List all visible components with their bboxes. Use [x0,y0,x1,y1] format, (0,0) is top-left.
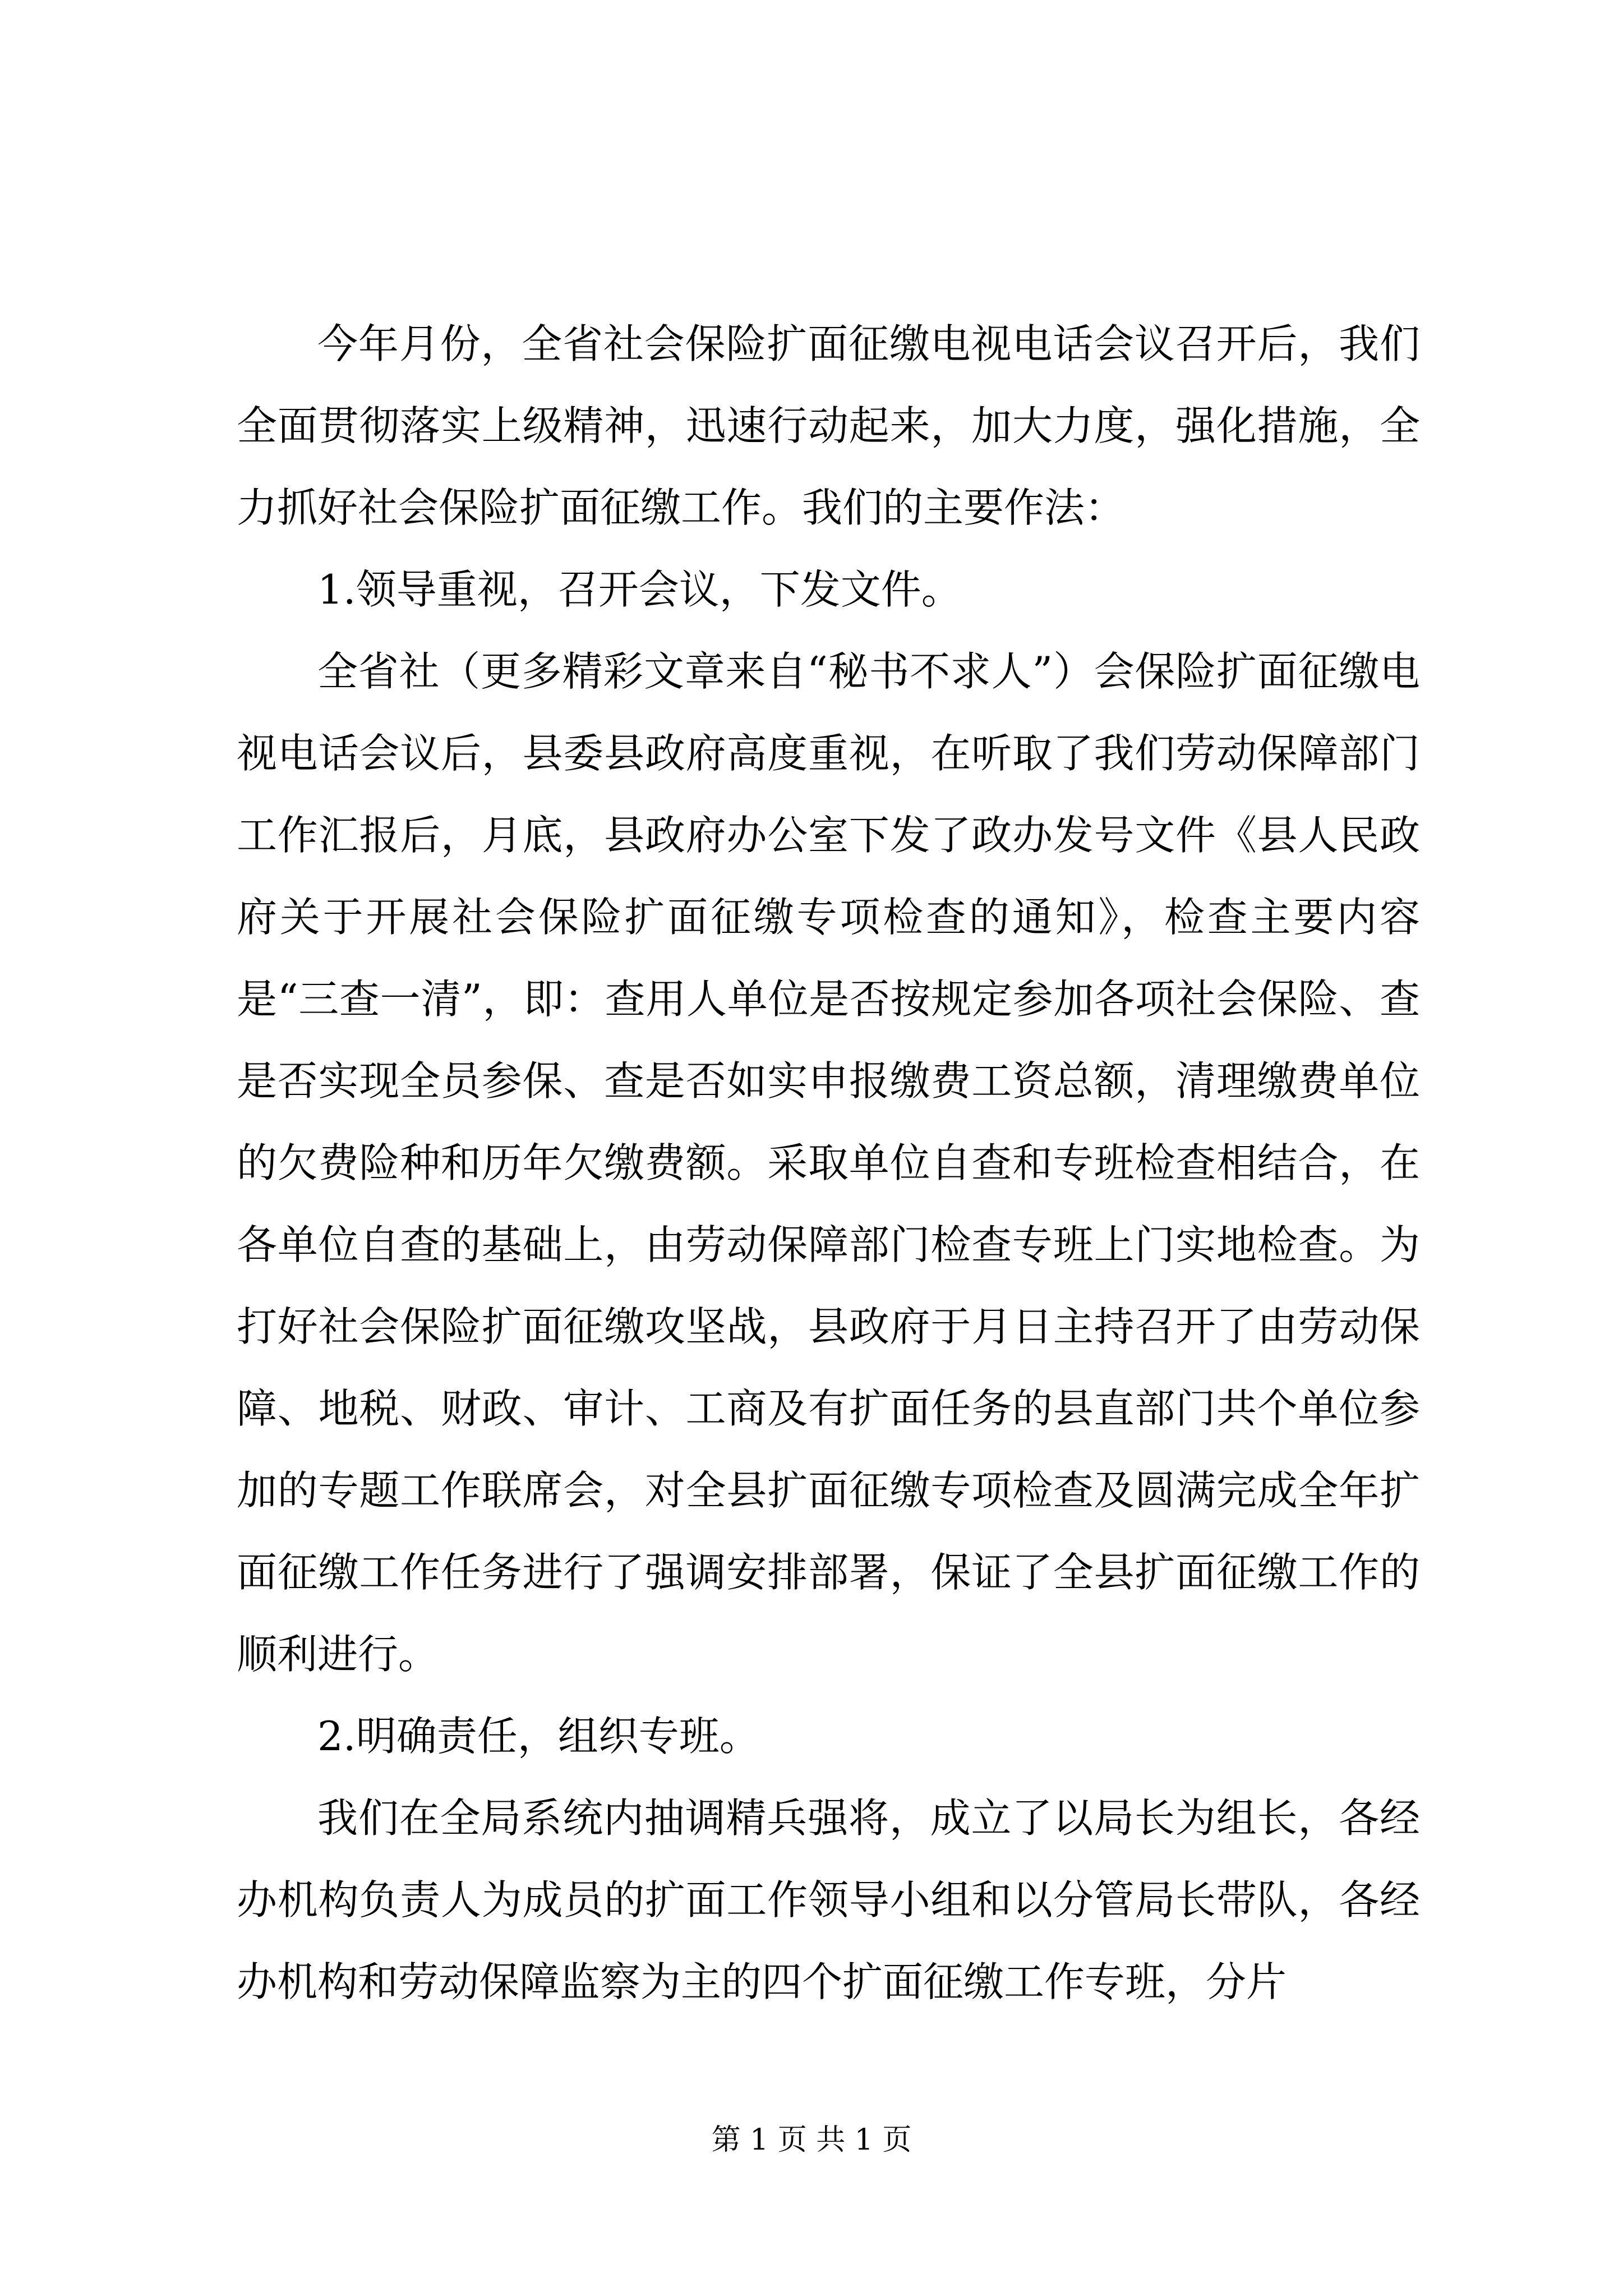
document-body [237,303,1420,2023]
section-heading-2: 2.明确责任，组织专班。 [317,1713,760,1760]
page-footer [0,2120,1623,2160]
section-heading-1: 1.领导重视，召开会议，下发文件。 [317,566,962,613]
paragraph-section-1: 全省社（更多精彩文章来自“秘书不求人”）会保险扩面征缴电视电话会议后，县委县政府高度重视，在听取了我们劳动保障部门工作汇报后，月底，县政府办公室下发了政办发号文件《县人民政府关于开展社会保险扩面征缴专项检查的通知》，检查主要内容是“三查一清”，即：查用人单位是否按规定参加各项社会保险、查是否实现全员参保、查是否如实申报缴费工资总额，清理缴费单位的欠费险种和历年欠缴费额。采取单位自查和专班检查相结合，在各单位自查的基础上，由劳动保障部门检查专班上门实地检查。为打好社会保险扩面征缴攻坚战，县政府于月日主持召开了由劳动保障、地税、财政、审计、工商及有扩面任务的县直部门共个单位参加的专题工作联席会，对全县扩面征缴专项检查及圆满完成全年扩面征缴工作任务进行了强调安排部署，保证了全县扩面征缴工作的顺利进行。 [237,648,1420,1678]
page-number-label: 第 1 页 共 1 页 [711,2123,912,2157]
paragraph-intro: 今年月份，全省社会保险扩面征缴电视电话会议召开后，我们全面贯彻落实上级精神，迅速行动起来，加大力度，强化措施，全力抓好社会保险扩面征缴工作。我们的主要作法： [237,320,1420,531]
paragraph-section-2: 我们在全局系统内抽调精兵强将，成立了以局长为组长，各经办机构负责人为成员的扩面工作领导小组和以分管局长带队，各经办机构和劳动保障监察为主的四个扩面征缴工作专班，分片 [237,1795,1420,2005]
